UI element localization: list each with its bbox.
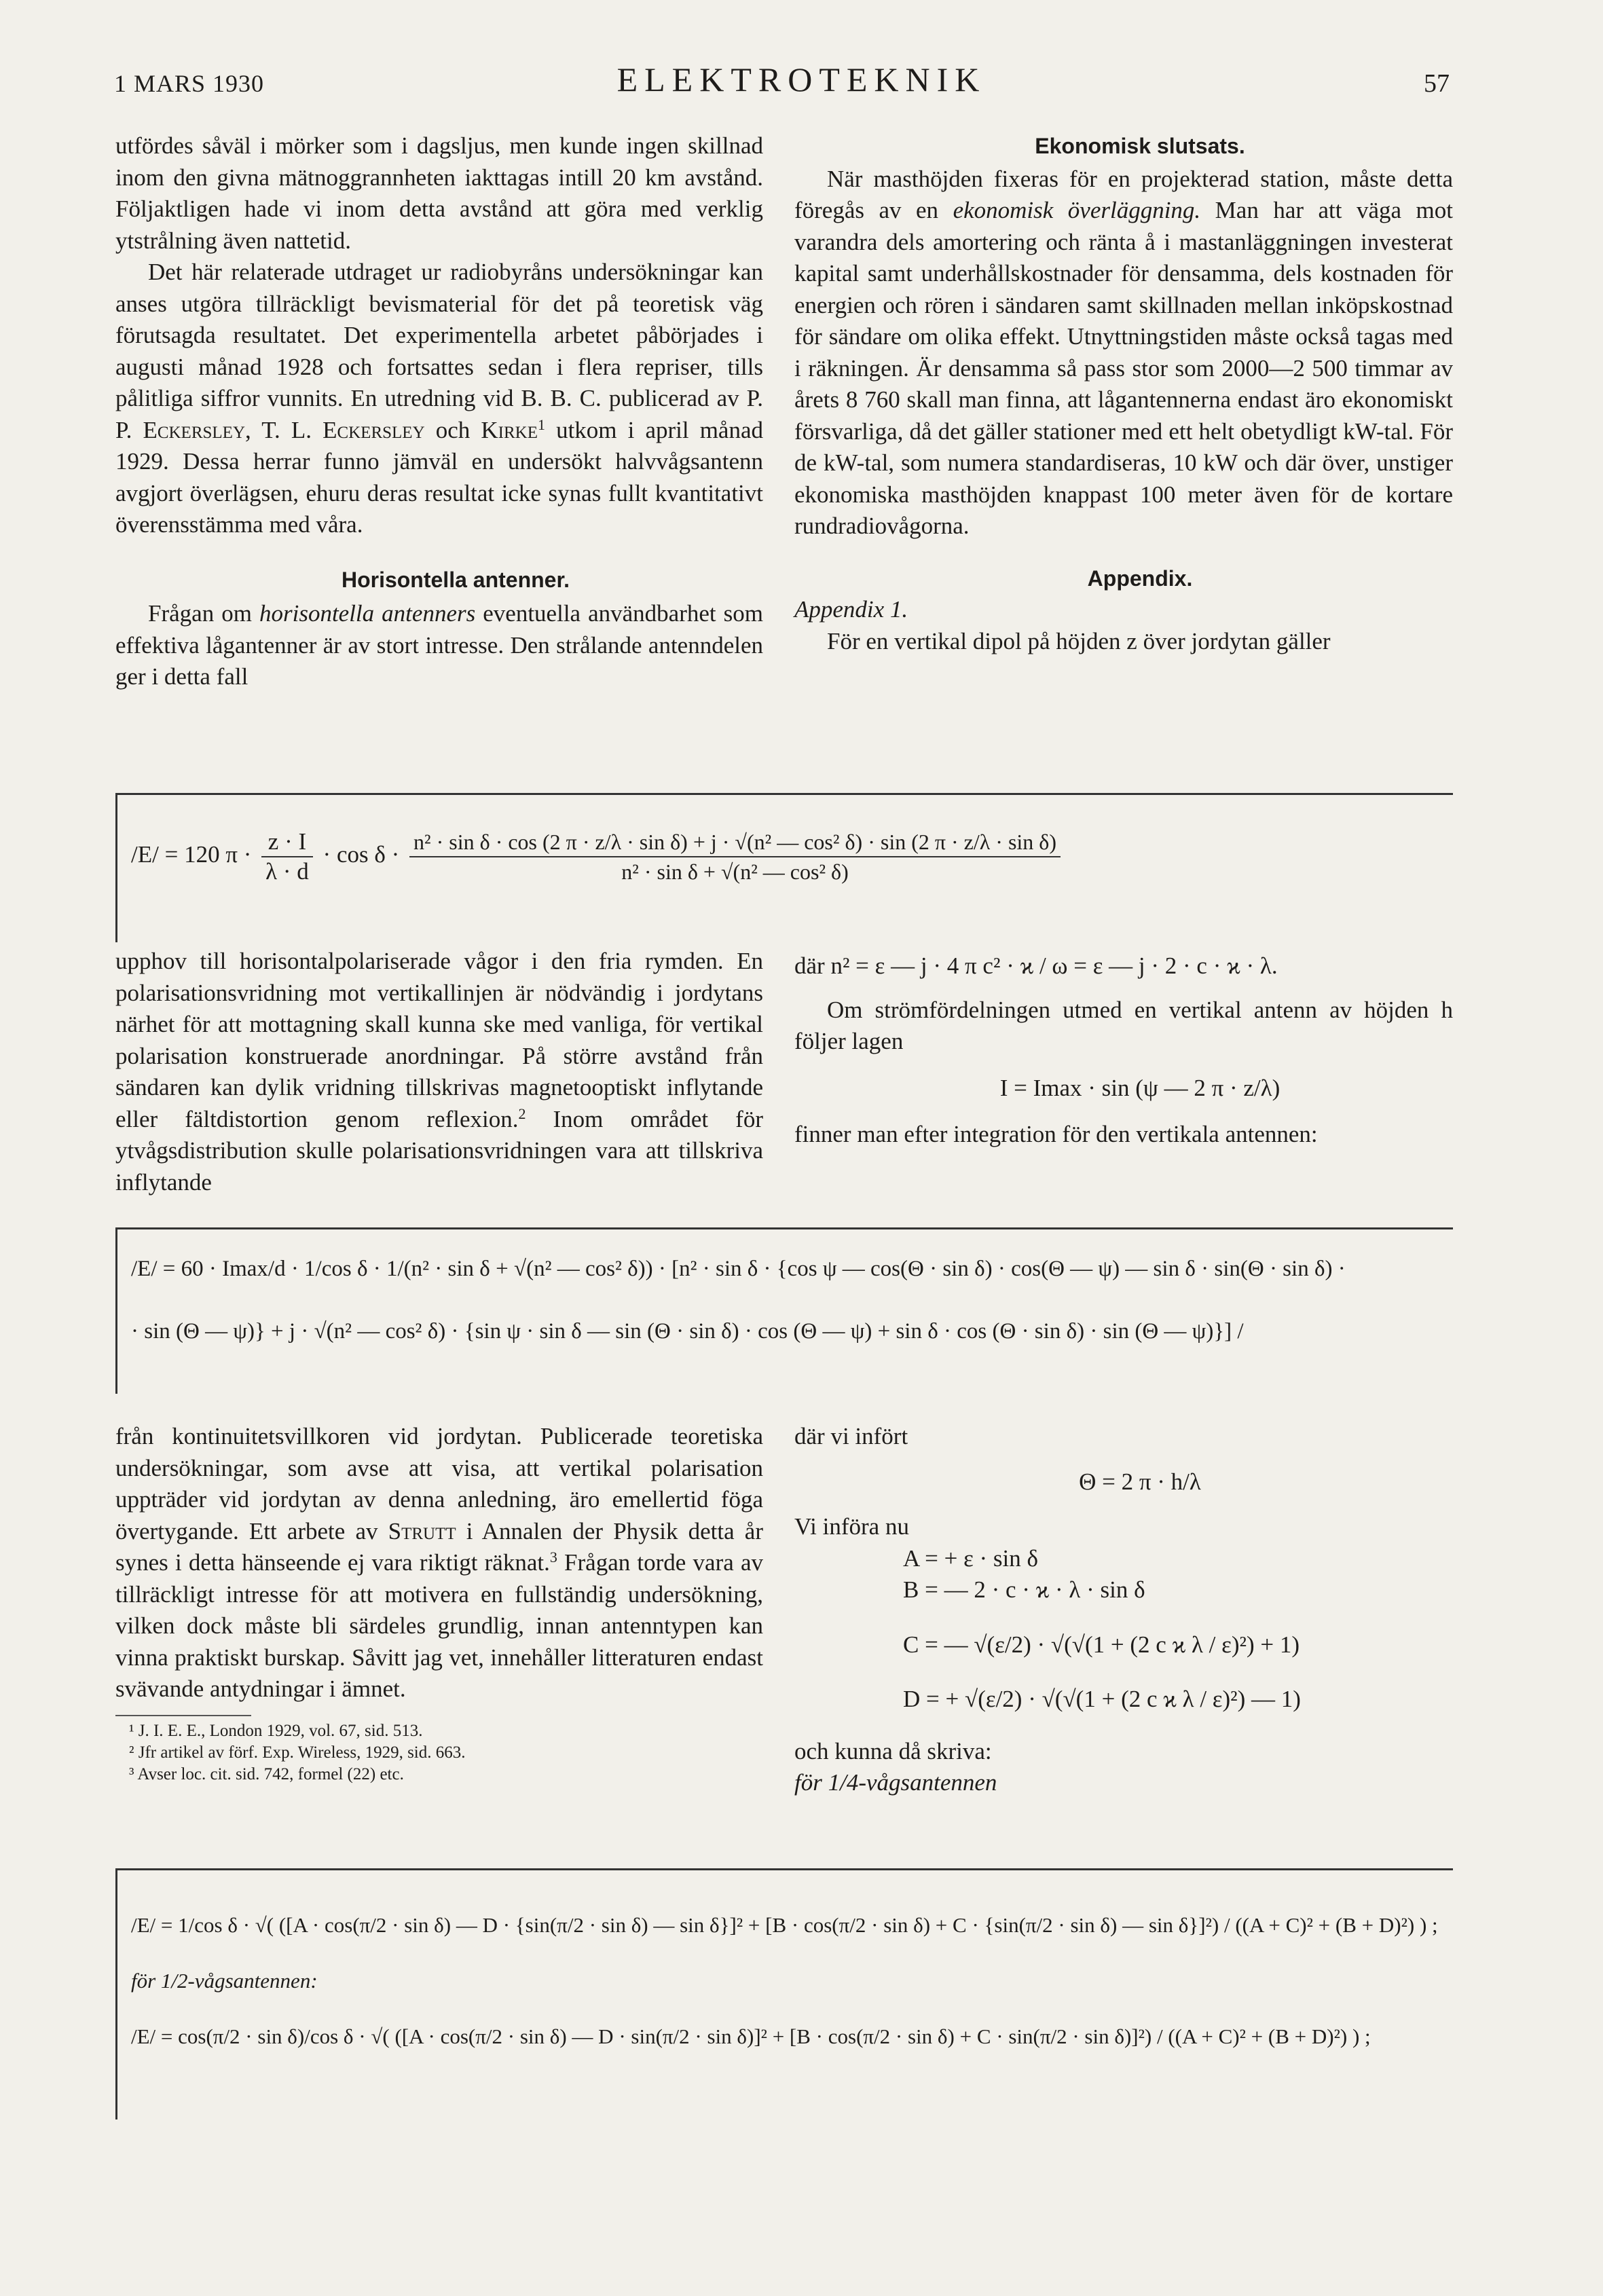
text-run: , T. L. (245, 416, 323, 443)
equation-box-1 (115, 793, 1453, 942)
text-run: Man har att väga mot varandra dels amortering och ränta å i mastanläggningen investerat kapital samt underhållskostnader för densamma, dels kostnaden för energien och rören i sändaren samt skillnaden mellan inköpskostnad för sändare om olika effekt. Utnyttningstiden måste också tagas med i räkningen. Är densamma så pass stor som 2000—2 500 timmar av årets 8 760 skall man finna, att lågantennerna endast äro ekonomiskt försvarliga, då det gäller stationer med ett helt obetydligt kW-tal. För de kW-tal, som numera standardiseras, 10 kW och där över, unstiger ekonomiska masthöjden knappast 100 meter även för de kortare rundradiovågorna. (794, 197, 1453, 539)
text-run: från kontinuitetsvillkoren vid jordytan. Publicerade teoretiska undersökningar, som avse att visa, att vertikal polarisation uppträder vid jordytan av denna anledning, äro emellertid föga övertygande. Ett arbete av (115, 1423, 763, 1544)
paragraph: För en vertikal dipol på höjden z över jordytan gäller (827, 627, 1331, 654)
equation-vertical-field-line-1: /E/ = 60 · Imax/d · 1/cos δ · 1/(n² · sin δ + √(n² — cos² δ)) · [n² · sin δ · {cos ψ — cos(Θ · sin δ) · cos(Θ — ψ) — sin δ · sin(Θ · sin δ) · (131, 1257, 1346, 1281)
left-column-block-2 (115, 946, 763, 1198)
footnote-rule (115, 1715, 251, 1716)
equation-box-2 (115, 1227, 1453, 1394)
text-run: och (424, 416, 481, 443)
subheading-half-wave: för 1/2-vågsantennen: (131, 1969, 318, 1993)
eq-numerator: z · I (261, 828, 313, 857)
author-name: Eckersley (323, 416, 425, 443)
equation-C: C = — √(ε/2) · √(√(1 + (2 c ϰ λ / ε)²) + 1) (903, 1631, 1300, 1658)
author-name: Kirke (481, 416, 538, 443)
emphasis: horisontella antenners (259, 600, 476, 627)
author-name: Eckersley (143, 416, 245, 443)
equation-A: A = + ε · sin δ (903, 1544, 1039, 1572)
header-date: 1 MARS 1930 (114, 70, 265, 97)
footnote-ref: 2 (518, 1105, 526, 1122)
journal-title: ELEKTROTEKNIK (616, 60, 987, 98)
author-name: Strutt (388, 1517, 456, 1544)
equation-box-3 (115, 1868, 1453, 2119)
text-run: i Annalen der Physik detta år synes i detta hänseende ej vara riktigt räknat. (115, 1517, 763, 1576)
text-run: Inom området för ytvågsdistribution skulle polarisationsvridningen vara att tillskriva inflytande (115, 1105, 763, 1196)
emphasis: ekonomisk överläggning. (953, 197, 1201, 223)
footnote-ref: 3 (549, 1549, 557, 1566)
paragraph: och kunna då skriva: (794, 1737, 992, 1764)
paragraph: Om strömfördelningen utmed en vertikal antenn av höjden h följer lagen (794, 996, 1453, 1054)
text-run: upphov till horisontalpolariserade vågor i den fria rymden. En polarisationsvridning mot vertikallinjen är nödvändig i jordytans närhet för att mottagning skall kunna ske med vanliga, för vertikal polarisation konstruerade anordningar. På större avstånd från sändaren kan dylik vridning tillskrivas magnetooptiskt inflytande eller fältdistortion genom reflexion. (115, 948, 763, 1132)
equation-vertical-field-line-2: · sin (Θ — ψ)} + j · √(n² — cos² δ) · {sin ψ · sin δ — sin (Θ · sin δ) · cos (Θ — ψ) + sin δ · cos (Θ · sin δ) · sin (Θ — ψ)}] / (131, 1319, 1244, 1344)
text-run: eventuella användbarhet som effektiva lågantenner är av stort intresse. Den strålande antenndelen ger i detta fall (115, 600, 763, 690)
eq-fraction-main (409, 828, 1061, 886)
paragraph (115, 598, 763, 693)
running-header (0, 60, 1603, 109)
subheading-quarter-wave: för 1/4-vågsantennen (794, 1769, 997, 1796)
paragraph (115, 1421, 763, 1705)
footnote: ¹ J. I. E. E., London 1929, vol. 67, sid. 513. (129, 1721, 423, 1740)
right-column-block-2 (794, 950, 1453, 1151)
eq-mid: · cos δ · (323, 841, 400, 868)
text-run: Det här relaterade utdraget ur radiobyråns undersökningar kan anses utgöra tillräckligt bevismaterial för det på teoretisk väg förutsagda resultatet. Det experimentella arbetet påbörjades i augusti månad 1928 och fortsattes sedan i flera repriser, tills pålitliga siffror vunnits. En utredning vid B. B. C. publicerad av P. P. (115, 259, 763, 443)
paragraph (115, 257, 763, 541)
text-run: Frågan torde vara av tillräckligt intresse för att motivera en fullständig undersökning, vilken dock måste bli särdeles grundlig, innan antenntypen kan vinna praktiskt burskap. Såvitt jag vet, innehåller litteraturen endast svävande antydningar i ämnet. (115, 1549, 763, 1702)
right-column-block-1 (794, 130, 1453, 657)
equation-n-squared: där n² = ε — j · 4 π c² · ϰ / ω = ε — j · 2 · c · ϰ · λ. (794, 952, 1278, 979)
section-heading: Ekonomisk slutsats. (1035, 134, 1245, 158)
eq-lhs: /E/ = 120 π · (131, 841, 252, 868)
footnote: ³ Avser loc. cit. sid. 742, formel (22) etc. (129, 1764, 404, 1783)
eq-fraction (261, 828, 313, 886)
left-column-block-3 (115, 1421, 763, 1785)
right-column-block-3 (794, 1421, 1453, 1799)
subsection-heading: Appendix 1. (794, 596, 908, 623)
eq-denominator: n² · sin δ + √(n² — cos² δ) (621, 859, 849, 884)
paragraph (794, 164, 1453, 542)
equation-quarter-wave-field: /E/ = 1/cos δ · √( ([A · cos(π/2 · sin δ) — D · {sin(π/2 · sin δ) — sin δ}]² + [B · cos(π/2 · sin δ) + C · {sin(π/2 · sin δ) — sin δ}]²) / ((A + C)² + (B + D)²) ) ; (131, 1913, 1438, 1937)
text-run: Frågan om (148, 600, 259, 627)
eq-numerator: n² · sin δ · cos (2 π · z/λ · sin δ) + j · √(n² — cos² δ) · sin (2 π · z/λ · sin δ) (409, 828, 1061, 857)
paragraph (115, 946, 763, 1198)
section-heading: Horisontella antenner. (341, 567, 570, 592)
left-column-block-1 (115, 130, 763, 693)
text-run: utkom i april månad 1929. Dessa herrar funno jämväl en undersökt halvvågsantenn avgjort överlägsen, ehuru deras resultat icke synas fullt kvantitativt överensstämma med våra. (115, 416, 763, 538)
equation-B: B = — 2 · c · ϰ · λ · sin δ (903, 1576, 1145, 1603)
equation-theta: Θ = 2 π · h/λ (1079, 1468, 1201, 1495)
text-run: När masthöjden fixeras för en projekterad station, måste detta föregås av en (794, 165, 1453, 223)
paragraph: Vi införa nu (794, 1513, 909, 1540)
paragraph: finner man efter integration för den vertikala antennen: (794, 1121, 1318, 1147)
page-number: 57 (1424, 69, 1450, 98)
footnote: ² Jfr artikel av förf. Exp. Wireless, 1929, sid. 663. (129, 1743, 466, 1762)
equation-current: I = Imax · sin (ψ — 2 π · z/λ) (999, 1074, 1280, 1101)
paragraph: utfördes såväl i mörker som i dagsljus, men kunde ingen skillnad inom den givna mätnoggrannheten iakttagas intill 20 km avstånd. Följaktligen hade vi inom detta avstånd att göra med verklig ytstrålning även nattetid. (115, 132, 763, 254)
footnote-ref: 1 (537, 415, 545, 433)
equation-dipole-field (131, 828, 1439, 886)
section-heading: Appendix. (1087, 566, 1193, 591)
paragraph: där vi infört (794, 1423, 908, 1449)
equation-half-wave-field: /E/ = cos(π/2 · sin δ)/cos δ · √( ([A · cos(π/2 · sin δ) — D · sin(π/2 · sin δ)]² + [B · cos(π/2 · sin δ) + C · sin(π/2 · sin δ)]²) / ((A + C)² + (B + D)²) ) ; (131, 2024, 1371, 2048)
equation-D: D = + √(ε/2) · √(√(1 + (2 c ϰ λ / ε)²) — 1) (903, 1686, 1301, 1712)
eq-denominator: λ · d (265, 858, 309, 885)
